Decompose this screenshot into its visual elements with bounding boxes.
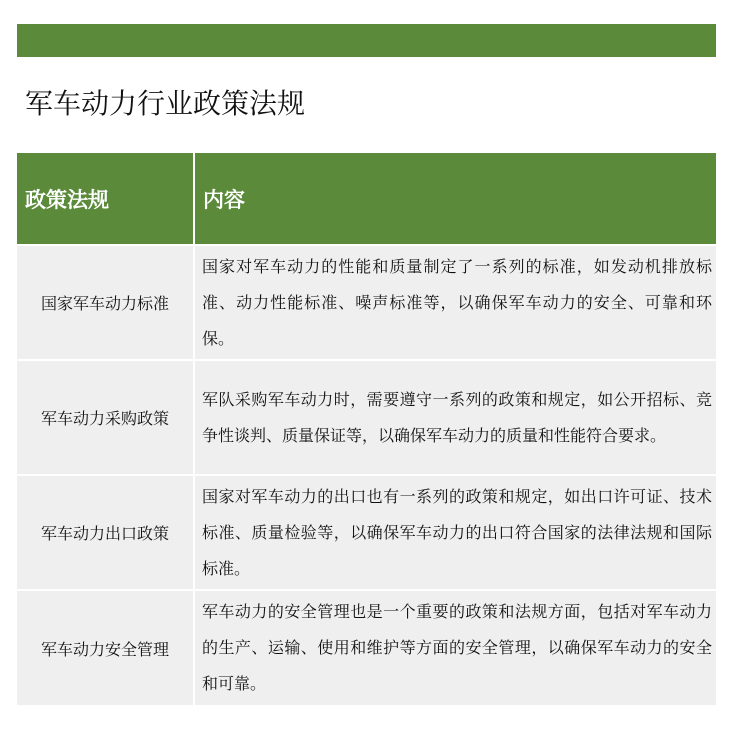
- policy-name: 军车动力采购政策: [17, 360, 194, 475]
- policy-content: 军队采购军车动力时，需要遵守一系列的政策和规定，如公开招标、竞争性谈判、质量保证等，以确保军车动力的质量和性能符合要求。: [194, 360, 716, 475]
- policy-content: 国家对军车动力的出口也有一系列的政策和规定，如出口许可证、技术标准、质量检验等，以确保军车动力的出口符合国家的法律法规和国际标准。: [194, 475, 716, 590]
- policy-name: 国家军车动力标准: [17, 245, 194, 360]
- column-header-content: 内容: [194, 153, 716, 245]
- table-header-row: [17, 153, 716, 245]
- table-row: [17, 245, 716, 360]
- policy-name: 军车动力安全管理: [17, 590, 194, 705]
- policy-name: 军车动力出口政策: [17, 475, 194, 590]
- table-row: [17, 590, 716, 705]
- header-banner: [17, 24, 716, 57]
- page-title: 军车动力行业政策法规: [25, 87, 306, 120]
- policy-content: 国家对军车动力的性能和质量制定了一系列的标准，如发动机排放标准、动力性能标准、噪声标准等，以确保军车动力的安全、可靠和环保。: [194, 245, 716, 360]
- policy-table: [17, 153, 716, 705]
- table-row: [17, 360, 716, 475]
- policy-content: 军车动力的安全管理也是一个重要的政策和法规方面，包括对军车动力的生产、运输、使用和维护等方面的安全管理，以确保军车动力的安全和可靠。: [194, 590, 716, 705]
- column-header-policy: 政策法规: [17, 153, 194, 245]
- table-row: [17, 475, 716, 590]
